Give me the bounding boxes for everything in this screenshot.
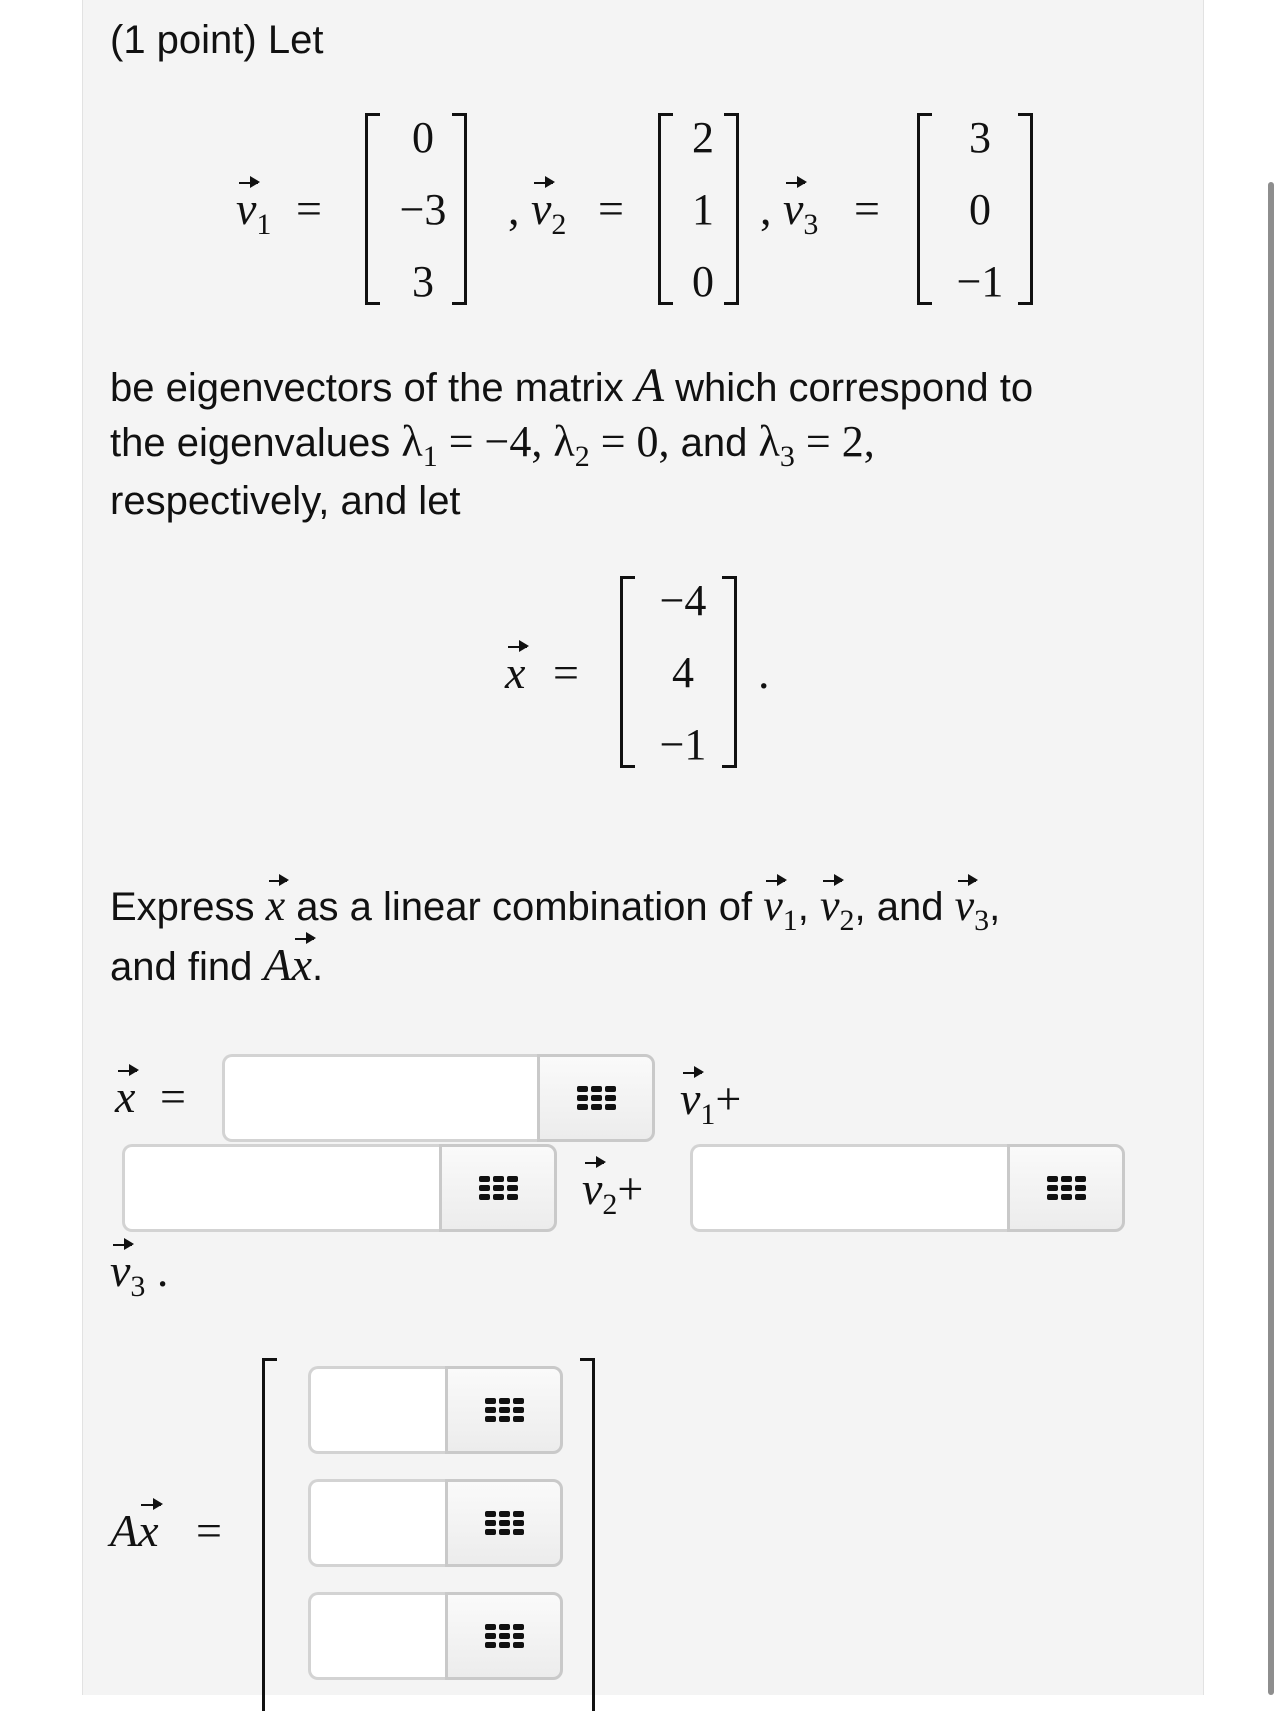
- v2-entry-1: 2: [692, 113, 714, 162]
- grid-icon: [577, 1086, 616, 1110]
- v3-entry-3: −1: [956, 257, 1004, 306]
- v1-label: $v_1$: [236, 183, 272, 241]
- ax-editor-button-3[interactable]: [445, 1592, 563, 1680]
- equals-sign: =: [598, 183, 624, 234]
- ax-entry-1-input[interactable]: [308, 1366, 446, 1454]
- ax-entry-3-input[interactable]: [308, 1592, 446, 1680]
- coefficient-1-input[interactable]: [222, 1054, 538, 1142]
- express-text-line-1: Express x as a linear combination of $v_1$, $v_2$, and $v_3$,: [110, 881, 1001, 937]
- express-text-line-2: and find Ax.: [110, 939, 324, 990]
- period: .: [758, 647, 770, 698]
- grid-icon: [485, 1398, 524, 1422]
- eigen-text-line-2: the eigenvalues $\lambda_1 = -4$, $\lambda_2 = 0$, and $\lambda_3 = 2$,: [110, 417, 875, 473]
- equals-sign: =: [160, 1071, 186, 1122]
- eigen-text-line-1: be eigenvectors of the matrix A which correspond to: [110, 359, 1034, 412]
- ax-editor-button-1[interactable]: [445, 1366, 563, 1454]
- v1-term: $v_1+$: [680, 1073, 742, 1131]
- v1-entry-3: 3: [412, 257, 434, 306]
- x-entry-3: −1: [659, 720, 707, 769]
- x-label: x: [505, 647, 526, 698]
- grid-icon: [485, 1511, 524, 1535]
- eigen-text-line-3: respectively, and let: [110, 479, 461, 523]
- equation-editor-button-3[interactable]: [1007, 1144, 1125, 1232]
- ax-left-bracket: [262, 1358, 277, 1711]
- ax-entry-2-input[interactable]: [308, 1479, 446, 1567]
- x-entry-1: −4: [659, 576, 707, 625]
- equation-editor-button-2[interactable]: [439, 1144, 557, 1232]
- grid-icon: [485, 1624, 524, 1648]
- ax-label: Ax: [110, 1505, 159, 1556]
- coefficient-2-input[interactable]: [122, 1144, 440, 1232]
- equation-editor-button-1[interactable]: [537, 1054, 655, 1142]
- v2-term: $v_2+$: [582, 1163, 644, 1221]
- equals-sign: =: [553, 647, 579, 698]
- v3-entry-1: 3: [969, 113, 991, 162]
- v3-entry-2: 0: [969, 185, 991, 234]
- x-entry-2: 4: [672, 648, 694, 697]
- equals-sign: =: [196, 1505, 222, 1556]
- v2-entry-3: 0: [692, 257, 714, 306]
- scrollbar[interactable]: [1268, 182, 1274, 1695]
- equals-sign: =: [296, 183, 322, 234]
- grid-icon: [1047, 1176, 1086, 1200]
- v1-entry-2: −3: [399, 185, 447, 234]
- coefficient-3-input[interactable]: [690, 1144, 1008, 1232]
- v3-label: , $v_3$: [760, 183, 819, 241]
- problem-intro: (1 point) Let: [110, 18, 324, 62]
- x-answer-label: x: [115, 1071, 136, 1122]
- ax-right-bracket: [580, 1358, 595, 1711]
- grid-icon: [479, 1176, 518, 1200]
- v2-label: , $v_2$: [508, 183, 567, 241]
- v1-entry-1: 0: [412, 113, 434, 162]
- problem-panel: [82, 0, 1204, 1695]
- v3-term: $v_3$ .: [110, 1245, 169, 1303]
- v2-entry-2: 1: [692, 185, 714, 234]
- equals-sign: =: [854, 183, 880, 234]
- ax-editor-button-2[interactable]: [445, 1479, 563, 1567]
